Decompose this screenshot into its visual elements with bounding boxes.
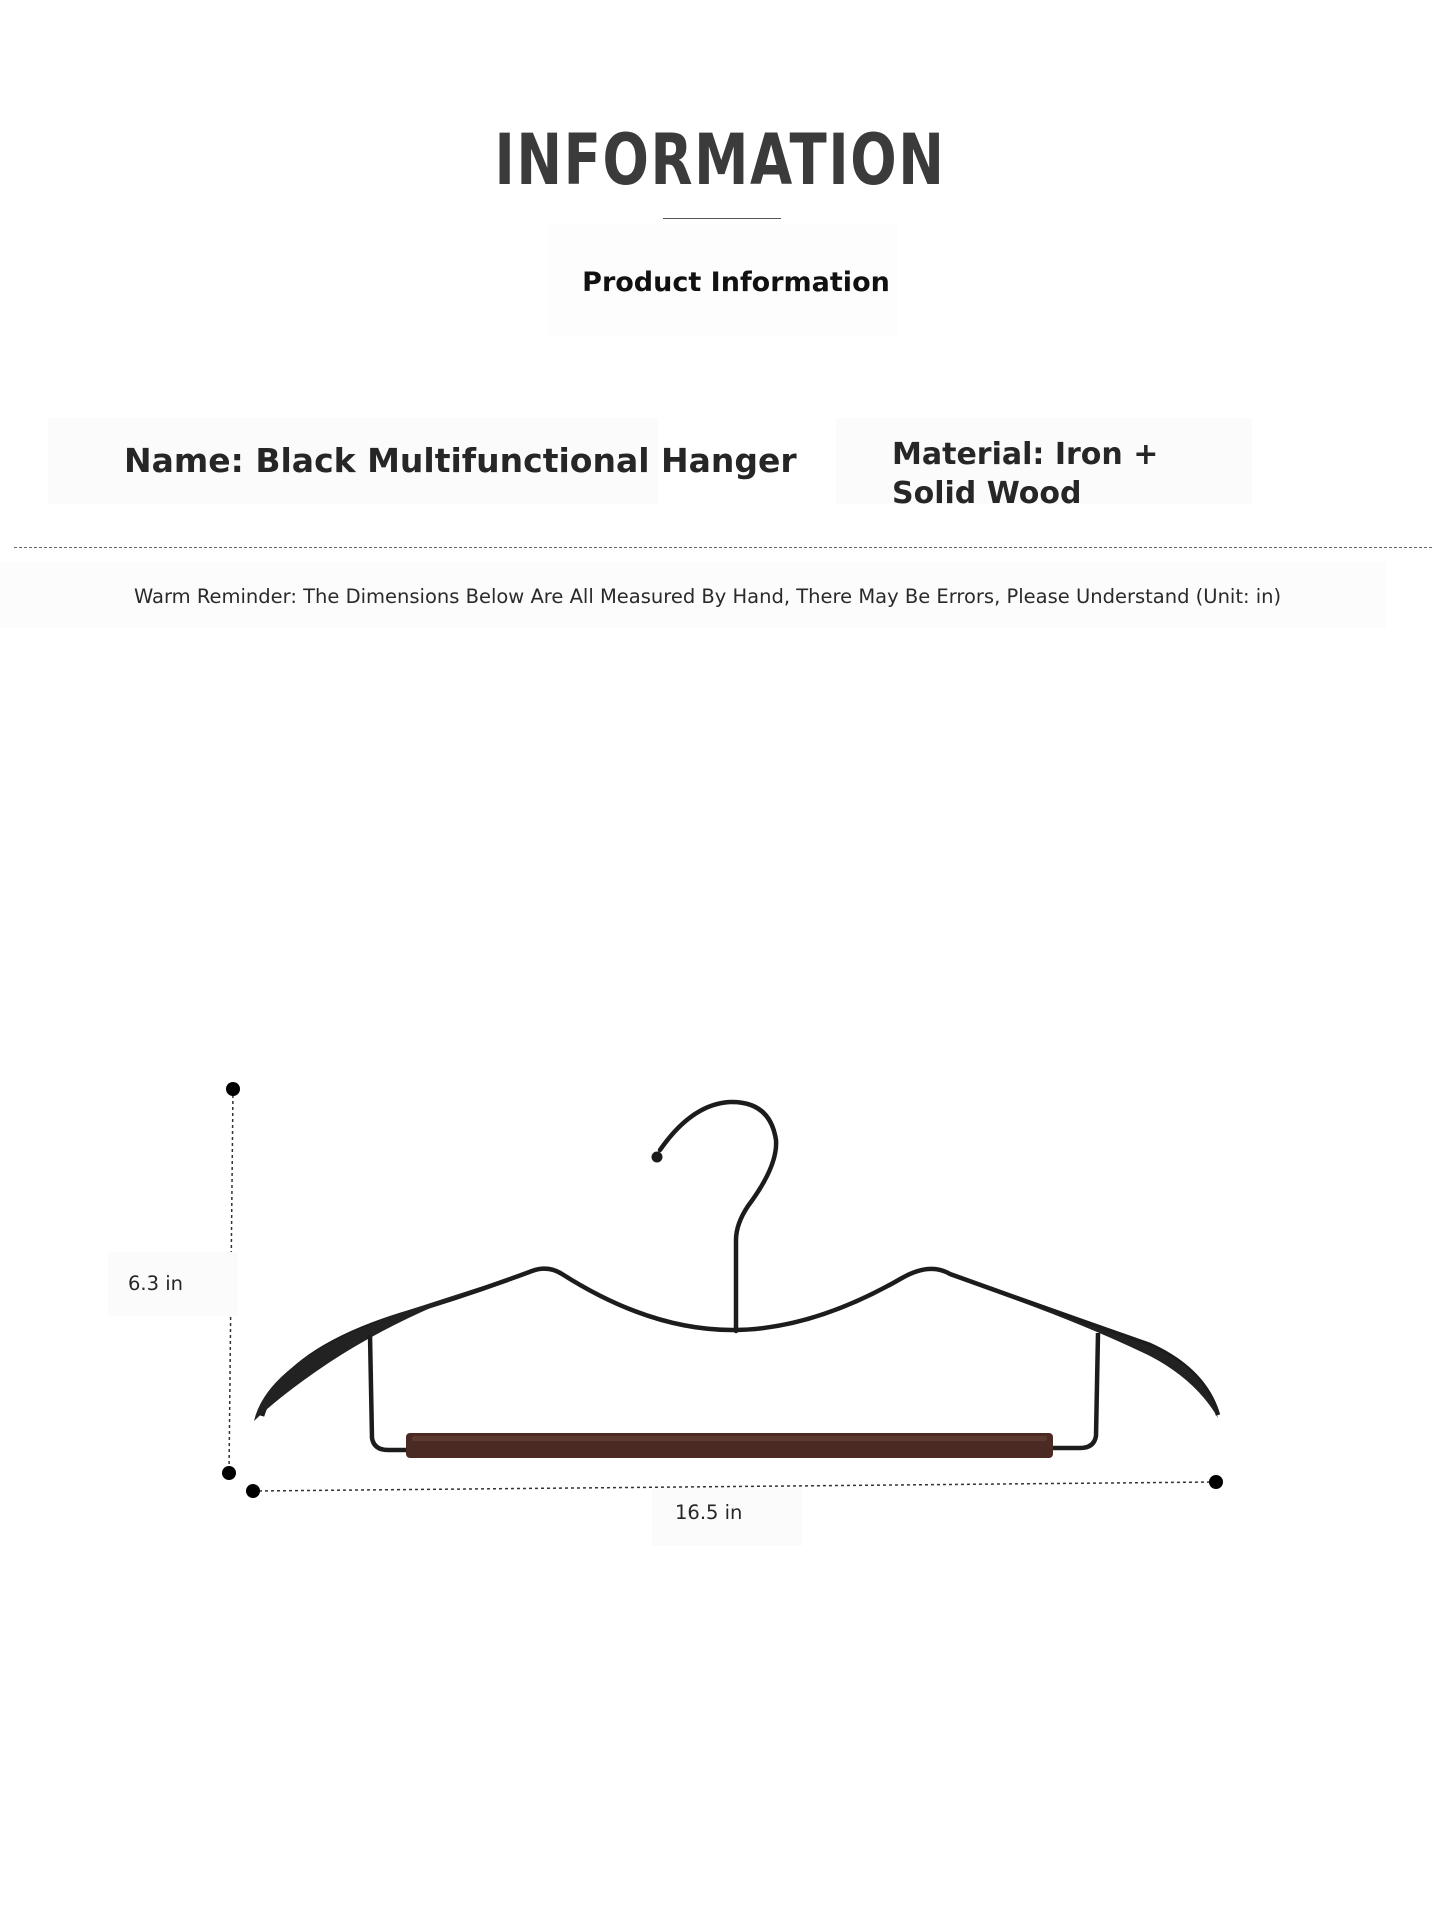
width-dimension-label: 16.5 in (675, 1501, 743, 1524)
measurement-reminder: Warm Reminder: The Dimensions Below Are All Measured By Hand, There May Be Errors, Please Understand (Unit: in) (134, 585, 1282, 608)
right-support (1050, 1333, 1098, 1448)
height-dimension-top-dot (226, 1082, 240, 1096)
hook-tip (652, 1152, 663, 1163)
right-shoulder-pad (982, 1288, 1218, 1418)
left-shoulder-pad (254, 1282, 496, 1421)
section-heading: INFORMATION (494, 119, 946, 201)
dashed-divider (14, 547, 1432, 548)
wooden-bar-highlight (412, 1436, 1047, 1441)
hanger-frame (262, 1269, 1218, 1416)
product-material: Material: Iron + Solid Wood (892, 437, 1159, 511)
product-name: Name: Black Multifunctional Hanger (124, 441, 797, 480)
width-dimension-left-dot (246, 1484, 260, 1498)
section-subheading: Product Information (582, 267, 890, 298)
width-dimension-right-dot (1209, 1475, 1223, 1489)
hanger-hook (660, 1102, 776, 1331)
height-dimension-label: 6.3 in (128, 1272, 183, 1295)
heading-divider (663, 218, 781, 219)
left-support (370, 1335, 410, 1450)
height-dimension-bottom-dot (222, 1466, 236, 1480)
